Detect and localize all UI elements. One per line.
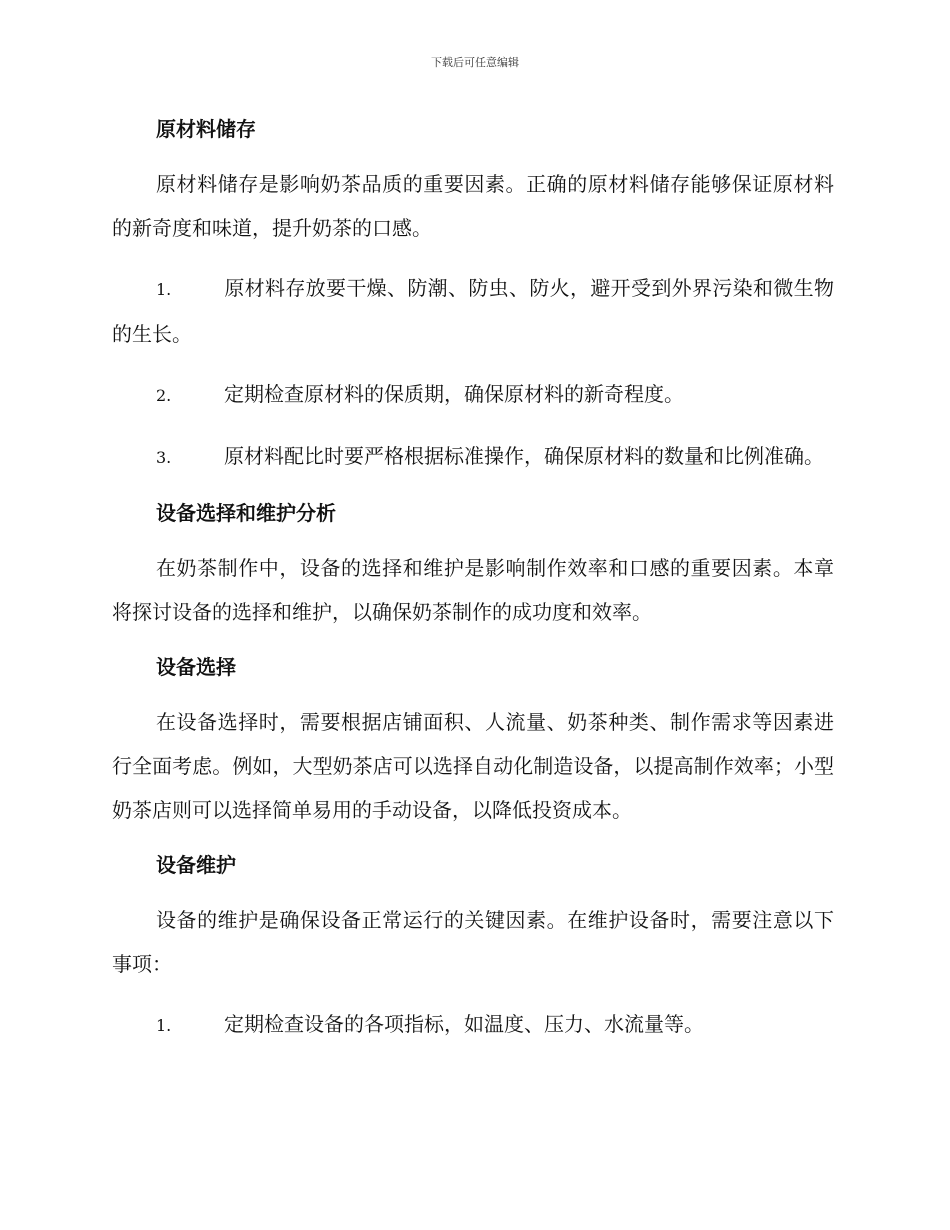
list-number: 3. [156,448,172,467]
list-text: 定期检查设备的各项指标，如温度、压力、水流量等。 [224,1012,704,1036]
list-number: 1. [156,1016,172,1035]
list-item [112,1002,834,1048]
paragraph-raw-material-storage: 原材料储存是影响奶茶品质的重要因素。正确的原材料储存能够保证原材料的新奇度和味道，提升奶茶的口感。 [112,172,834,240]
list-text: 原材料存放要干燥、防潮、防虫、防火，避开受到外界污染和微生物的生长。 [112,276,834,346]
list-item [112,372,834,418]
list-item [112,434,834,480]
document-body [112,110,834,1048]
list-number: 2. [156,386,172,405]
list-item [112,266,834,356]
paragraph-equipment-selection: 在设备选择时，需要根据店铺面积、人流量、奶茶种类、制作需求等因素进行全面考虑。例如，大型奶茶店可以选择自动化制造设备，以提高制作效率；小型奶茶店则可以选择简单易用的手动设备，以降低投资成本。 [112,710,834,822]
paragraph-equipment-analysis: 在奶茶制作中，设备的选择和维护是影响制作效率和口感的重要因素。本章将探讨设备的选择和维护，以确保奶茶制作的成功度和效率。 [112,556,834,624]
section-heading-equipment-analysis: 设备选择和维护分析 [156,501,336,525]
page-header: 下载后可任意编辑 [431,56,519,69]
section-heading-equipment-maintenance: 设备维护 [156,853,236,877]
list-number: 1. [156,280,172,299]
section-heading-equipment-selection: 设备选择 [156,655,236,679]
paragraph-equipment-maintenance: 设备的维护是确保设备正常运行的关键因素。在维护设备时，需要注意以下事项： [112,908,834,976]
list-text: 定期检查原材料的保质期，确保原材料的新奇程度。 [224,382,684,406]
list-text: 原材料配比时要严格根据标准操作，确保原材料的数量和比例准确。 [224,444,824,468]
section-heading-raw-material-storage: 原材料储存 [156,117,256,141]
